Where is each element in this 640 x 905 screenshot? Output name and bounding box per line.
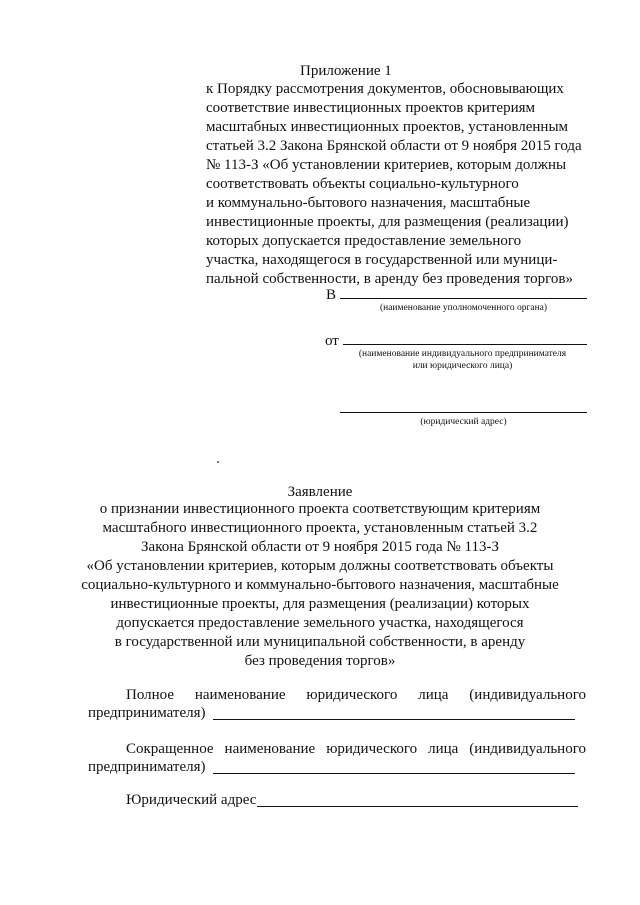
short-name-label	[126, 740, 586, 758]
application-subject	[50, 500, 590, 671]
full-name-word: юридического	[306, 687, 398, 703]
annex-line: статьей 3.2 Закона Брянской области от 9 ноября 2015 года	[206, 138, 582, 154]
application-line: в государственной или муниципальной собственности, в аренду	[114, 634, 526, 650]
annex-line: к Порядку рассмотрения документов, обосновывающих	[206, 81, 564, 97]
applicant-address-field[interactable]	[340, 412, 587, 413]
applicant-name-hint	[330, 348, 595, 372]
full-name-word: Полное	[126, 687, 174, 703]
scan-speck	[217, 461, 219, 463]
application-line: социально-культурного и коммунально-бытового назначения, масштабные	[81, 577, 559, 593]
short-name-word: Сокращенное	[126, 741, 214, 757]
annex-line: которых допускается предоставление земельного	[206, 233, 522, 249]
annex-line: масштабных инвестиционных проектов, установленным	[206, 119, 569, 135]
annex-line: инвестиционные проекты, для размещения (реализации)	[206, 214, 569, 230]
annex-line: № 113-З «Об установлении критериев, которым должны	[206, 157, 567, 173]
application-title: Заявление	[287, 484, 353, 500]
application-line: допускается предоставление земельного участка, находящегося	[116, 615, 524, 631]
applicant-address-hint: (юридический адрес)	[420, 417, 507, 427]
full-name-label-cont: предпринимателя)	[88, 705, 206, 721]
application-line: без проведения торгов»	[244, 653, 396, 669]
legal-address-label: Юридический адрес	[126, 792, 257, 808]
full-name-word: (индивидуального	[469, 687, 586, 703]
applicant-hint-line: (наименование индивидуального предпринимателя	[358, 349, 567, 359]
short-name-label-cont: предпринимателя)	[88, 759, 206, 775]
annex-line: пальной собственности, в аренду без проведения торгов»	[206, 271, 573, 287]
applicant-name-field[interactable]	[343, 344, 587, 345]
full-name-field[interactable]	[213, 719, 575, 720]
application-line: Закона Брянской области от 9 ноября 2015 года № 113-З	[141, 539, 499, 555]
short-name-word: юридического	[326, 741, 418, 757]
application-line: масштабного инвестиционного проекта, установленным статьей 3.2	[102, 520, 538, 536]
full-name-word: наименование	[194, 687, 286, 703]
short-name-word: лица	[428, 741, 459, 757]
annex-text	[206, 80, 591, 289]
application-line: «Об установлении критериев, которым должны соответствовать объекты	[86, 558, 554, 574]
applicant-hint-line: или юридического лица)	[412, 361, 513, 371]
annex-title: Приложение 1	[300, 63, 392, 79]
authority-name-hint: (наименование уполномоченного органа)	[379, 303, 548, 313]
annex-line: и коммунально-бытового назначения, масштабные	[206, 195, 531, 211]
authority-name-field[interactable]	[340, 298, 587, 299]
annex-line: соответствовать объекты социально-культурного	[206, 176, 519, 192]
short-name-field[interactable]	[213, 773, 575, 774]
annex-line: участка, находящегося в государственной или муници-	[206, 252, 558, 268]
to-prefix: В	[326, 287, 337, 303]
short-name-word: (индивидуального	[469, 741, 586, 757]
application-line: инвестиционные проекты, для размещения (реализации) которых	[110, 596, 530, 612]
from-prefix: от	[325, 333, 339, 349]
full-name-label	[126, 686, 586, 704]
legal-address-field[interactable]	[257, 806, 578, 807]
full-name-word: лица	[418, 687, 449, 703]
application-line: о признании инвестиционного проекта соответствующим критериям	[99, 501, 541, 517]
short-name-word: наименование	[224, 741, 316, 757]
annex-line: соответствие инвестиционных проектов критериям	[206, 100, 535, 116]
